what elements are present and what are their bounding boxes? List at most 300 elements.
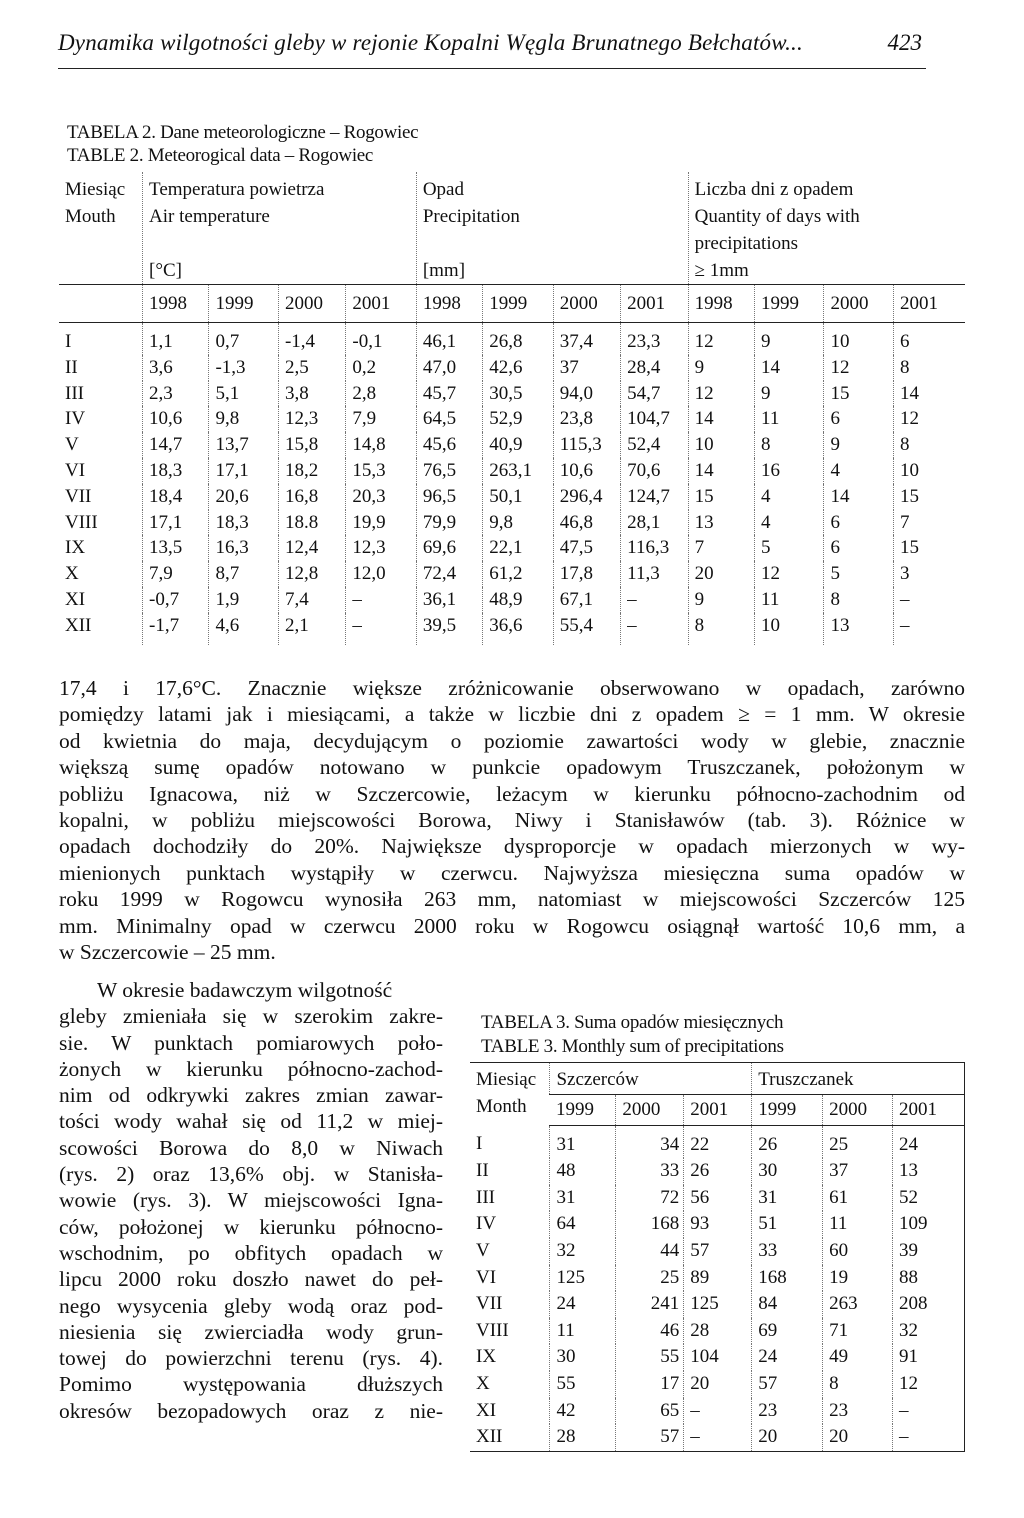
table-cell: 33 — [752, 1238, 823, 1265]
table-cell: 20 — [684, 1371, 752, 1398]
table-cell: 93 — [684, 1211, 752, 1238]
month-cell: VI — [65, 459, 86, 481]
table-cell: 64 — [550, 1211, 616, 1238]
table-cell: 5,1 — [209, 381, 278, 407]
table-cell: 3 — [893, 561, 965, 587]
table-cell: 10 — [893, 458, 965, 484]
table-cell: 10 — [755, 613, 824, 645]
text-line: kopalni, w pobliżu miejscowości Borowa, Niwy i Stanisławów (tab. 3). Różnice w — [59, 807, 965, 832]
table3-head-station-truszczanek: Truszczanek — [752, 1063, 965, 1095]
table-cell: 31 — [550, 1125, 616, 1158]
table-cell: 61,2 — [483, 561, 553, 587]
table-cell: 15 — [893, 535, 965, 561]
table2-head-temperature: Temperatura powietrza Air temperature [°C] — [143, 172, 417, 285]
table-row — [470, 1158, 965, 1185]
table2-year-header: 2001 — [893, 285, 965, 323]
table-cell: 42 — [550, 1398, 616, 1425]
table-cell: 28 — [550, 1424, 616, 1451]
table-cell: 7,9 — [143, 561, 209, 587]
text-line: w Szczercowie – 25 mm. — [59, 939, 276, 964]
table-cell: 13,5 — [143, 535, 209, 561]
table-cell: 4 — [824, 458, 893, 484]
text-line: tości wody wahał się od 11,2 w miej- — [59, 1109, 443, 1134]
text-line: pomiędzy latami jak i miesiącami, a także w liczbie dni z opadem ≥ = 1 mm. W okresie — [59, 702, 965, 727]
month-cell: IX — [65, 537, 86, 559]
table-cell: 18,2 — [278, 458, 345, 484]
table-cell: 0,7 — [209, 323, 278, 355]
table-cell: 76,5 — [416, 458, 482, 484]
table-cell: 36,6 — [483, 613, 553, 645]
text-line: W okresie badawczym wilgotność — [97, 978, 393, 1002]
table2-year-header: 2001 — [346, 285, 416, 323]
table-cell: 12,3 — [278, 406, 345, 432]
table-cell: 9,8 — [209, 406, 278, 432]
table2-year-row — [59, 285, 965, 323]
table2-head-month: Miesiąc Mouth — [65, 179, 126, 227]
text-line: wowie (rys. 3). W miejscowości Igna- — [59, 1188, 443, 1213]
table-cell: 125 — [550, 1265, 616, 1292]
month-cell: VI — [476, 1266, 497, 1288]
month-cell: IX — [476, 1346, 497, 1368]
table-cell: 20 — [752, 1424, 823, 1451]
text-line: sie. W punktach pomiarowych poło- — [59, 1030, 443, 1055]
table-cell: 36,1 — [416, 587, 482, 613]
table-cell: 10 — [824, 323, 893, 355]
table-cell: 91 — [893, 1344, 965, 1371]
table-cell: 23 — [752, 1398, 823, 1425]
table-row — [59, 561, 965, 587]
table-cell: 22 — [684, 1125, 752, 1158]
table-cell: 79,9 — [416, 510, 482, 536]
page-number: 423 — [887, 30, 922, 55]
table-cell: 96,5 — [416, 484, 482, 510]
table-cell: 20 — [823, 1424, 893, 1451]
table-cell: 64,5 — [416, 406, 482, 432]
table-cell: – — [621, 613, 688, 645]
table-cell: 28,1 — [621, 510, 688, 536]
table-cell: 39 — [893, 1238, 965, 1265]
table-cell: 1,9 — [209, 587, 278, 613]
table-cell: 30,5 — [483, 381, 553, 407]
table-cell: 125 — [684, 1291, 752, 1318]
month-cell: XI — [476, 1399, 497, 1421]
table-row — [470, 1265, 965, 1292]
table2-year-header: 2000 — [553, 285, 620, 323]
table-cell: 57 — [616, 1424, 684, 1451]
table-cell: -0,7 — [143, 587, 209, 613]
table-cell: 37 — [553, 355, 620, 381]
table-cell: 94,0 — [553, 381, 620, 407]
text-line: lipcu 2000 roku doszło nawet do peł- — [59, 1267, 443, 1292]
table2-year-header: 1999 — [209, 285, 278, 323]
table-cell: 20,3 — [346, 484, 416, 510]
table-cell: 46,8 — [553, 510, 620, 536]
table-row — [470, 1125, 965, 1158]
month-cell: V — [476, 1239, 490, 1261]
table2-year-header: 2001 — [621, 285, 688, 323]
table-cell: 1,1 — [143, 323, 209, 355]
table-row — [59, 323, 965, 355]
table-cell: 25 — [823, 1125, 893, 1158]
table-cell: 13 — [824, 613, 893, 645]
table-cell: 9,8 — [483, 510, 553, 536]
table-cell: – — [346, 587, 416, 613]
table-cell: 2,1 — [278, 613, 345, 645]
text-line: okresów bezopadowych oraz z nie- — [59, 1398, 443, 1423]
table-cell: 55 — [616, 1344, 684, 1371]
text-line: od kwietnia do maja, decydującym o poziomie zawartości wody w glebie, znacznie — [59, 728, 965, 753]
month-cell: VII — [476, 1293, 503, 1315]
table-row — [59, 381, 965, 407]
table-cell: 7,4 — [278, 587, 345, 613]
table-cell: 17,1 — [143, 510, 209, 536]
table-cell: 37,4 — [553, 323, 620, 355]
table-row — [59, 535, 965, 561]
table2-year-header: 2000 — [824, 285, 893, 323]
table-cell: 8 — [755, 432, 824, 458]
table-cell: 13 — [893, 1158, 965, 1185]
table2-year-header: 1999 — [755, 285, 824, 323]
table-cell: 5 — [824, 561, 893, 587]
text-line: Pomimo występowania dłuższych — [59, 1372, 443, 1397]
table-cell: -1,7 — [143, 613, 209, 645]
table-cell: 4,6 — [209, 613, 278, 645]
table-cell: 46 — [616, 1318, 684, 1345]
table-row — [59, 587, 965, 613]
month-cell: VIII — [65, 511, 98, 533]
table-cell: 14 — [755, 355, 824, 381]
table-cell: 2,8 — [346, 381, 416, 407]
table3-year-header: 1999 — [550, 1094, 616, 1125]
table-cell: 10,6 — [553, 458, 620, 484]
table-cell: 37 — [823, 1158, 893, 1185]
table-cell: 89 — [684, 1265, 752, 1292]
table-cell: 52 — [893, 1185, 965, 1212]
table3-year-header: 2001 — [684, 1094, 752, 1125]
month-cell: IV — [65, 408, 86, 430]
table-cell: 2,3 — [143, 381, 209, 407]
table-row — [470, 1211, 965, 1238]
paragraph-1 — [59, 675, 965, 965]
month-cell: X — [476, 1372, 490, 1394]
table-cell: 2,5 — [278, 355, 345, 381]
table-cell: 84 — [752, 1291, 823, 1318]
table-cell: 52,9 — [483, 406, 553, 432]
table-cell: 69 — [752, 1318, 823, 1345]
table-cell: 25 — [616, 1265, 684, 1292]
table-cell: 104,7 — [621, 406, 688, 432]
table3-year-header: 2001 — [893, 1094, 965, 1125]
table-row — [59, 432, 965, 458]
table-cell: 8 — [823, 1371, 893, 1398]
table-cell: 5 — [755, 535, 824, 561]
table3-body — [470, 1125, 965, 1451]
table-cell: – — [893, 1424, 965, 1451]
month-cell: VII — [65, 485, 92, 507]
table-cell: 14 — [893, 381, 965, 407]
table-cell: 26 — [752, 1125, 823, 1158]
table-cell: -1,4 — [278, 323, 345, 355]
table-cell: 22,1 — [483, 535, 553, 561]
table-cell: 71 — [823, 1318, 893, 1345]
table-cell: 6 — [824, 406, 893, 432]
table-cell: 50,1 — [483, 484, 553, 510]
table-cell: 104 — [684, 1344, 752, 1371]
table-cell: 52,4 — [621, 432, 688, 458]
table-cell: 168 — [752, 1265, 823, 1292]
month-cell: XI — [65, 588, 86, 610]
table-cell: 12,4 — [278, 535, 345, 561]
table-cell: 115,3 — [553, 432, 620, 458]
text-line: towej do powierzchni terenu (rys. 4). — [59, 1346, 443, 1371]
text-line: gleby zmieniała się w szerokim zakre- — [59, 1004, 443, 1029]
month-cell: IV — [476, 1213, 497, 1235]
table2-head-precipitation: Opad Precipitation [mm] — [416, 172, 688, 285]
table-cell: 9 — [688, 587, 754, 613]
running-header — [58, 30, 926, 69]
month-cell: VIII — [476, 1319, 509, 1341]
table-cell: 70,6 — [621, 458, 688, 484]
table-cell: 0,2 — [346, 355, 416, 381]
table-cell: 208 — [893, 1291, 965, 1318]
table-cell: 18,3 — [143, 458, 209, 484]
table-cell: 3,6 — [143, 355, 209, 381]
table-row — [470, 1371, 965, 1398]
table-cell: 15,3 — [346, 458, 416, 484]
table-cell: 56 — [684, 1185, 752, 1212]
table-cell: 28 — [684, 1318, 752, 1345]
table-cell: 9 — [755, 323, 824, 355]
table-cell: 6 — [824, 510, 893, 536]
table-cell: 24 — [893, 1125, 965, 1158]
table-cell: 8 — [688, 613, 754, 645]
table-cell: 9 — [824, 432, 893, 458]
table-cell: 47,5 — [553, 535, 620, 561]
table-cell: 9 — [688, 355, 754, 381]
table-row — [59, 355, 965, 381]
table-cell: 30 — [752, 1158, 823, 1185]
text-line: mm. Minimalny opad w czerwcu 2000 roku w Rogowcu osiągnął wartość 10,6 mm, a — [59, 913, 965, 938]
table-cell: 24 — [752, 1344, 823, 1371]
table-cell: 14 — [688, 406, 754, 432]
table-cell: 48 — [550, 1158, 616, 1185]
table-cell: 10 — [688, 432, 754, 458]
table-cell: 12 — [688, 323, 754, 355]
table-cell: 11 — [755, 587, 824, 613]
table-cell: 49 — [823, 1344, 893, 1371]
table-cell: -0,1 — [346, 323, 416, 355]
table-cell: 23,3 — [621, 323, 688, 355]
table-cell: 12 — [688, 381, 754, 407]
month-cell: XII — [65, 614, 92, 636]
table-cell: 18,3 — [209, 510, 278, 536]
table-cell: 48,9 — [483, 587, 553, 613]
text-line: ców, położonej w kierunku północno- — [59, 1214, 443, 1239]
table-cell: 10,6 — [143, 406, 209, 432]
table-cell: – — [893, 613, 965, 645]
table-cell: 12,0 — [346, 561, 416, 587]
table-cell: 44 — [616, 1238, 684, 1265]
table-cell: 8,7 — [209, 561, 278, 587]
running-title: Dynamika wilgotności gleby w rejonie Kopalni Węgla Brunatnego Bełchatów... — [58, 30, 803, 55]
table-cell: 7 — [688, 535, 754, 561]
month-cell: X — [65, 563, 79, 585]
table-cell: 57 — [752, 1371, 823, 1398]
table-cell: 67,1 — [553, 587, 620, 613]
table-cell: 116,3 — [621, 535, 688, 561]
table-cell: 15 — [688, 484, 754, 510]
table-cell: 19 — [823, 1265, 893, 1292]
table2-head-days: Liczba dni z opadem Quantity of days with precipitations ≥ 1mm — [688, 172, 965, 285]
table-cell: 12 — [824, 355, 893, 381]
table-row — [470, 1185, 965, 1212]
table2-year-header: 1999 — [483, 285, 553, 323]
table-cell: 12 — [893, 406, 965, 432]
table-cell: 11 — [550, 1318, 616, 1345]
table-cell: 28,4 — [621, 355, 688, 381]
table-cell: 72 — [616, 1185, 684, 1212]
table-cell: 12 — [755, 561, 824, 587]
table2-meteorological-data — [59, 172, 965, 645]
table-cell: – — [684, 1398, 752, 1425]
table-cell: 20 — [688, 561, 754, 587]
table-cell: – — [893, 587, 965, 613]
table3-monthly-precipitation — [470, 1062, 965, 1452]
table-cell: 32 — [893, 1318, 965, 1345]
table-cell: 109 — [893, 1211, 965, 1238]
table-cell: 16,3 — [209, 535, 278, 561]
table-cell: 47,0 — [416, 355, 482, 381]
table-cell: 15 — [893, 484, 965, 510]
month-cell: II — [476, 1160, 489, 1182]
table-cell: 6 — [824, 535, 893, 561]
table-cell: 26 — [684, 1158, 752, 1185]
table-row — [59, 458, 965, 484]
table-cell: 51 — [752, 1211, 823, 1238]
table-cell: 69,6 — [416, 535, 482, 561]
table-cell: 65 — [616, 1398, 684, 1425]
table-cell: 31 — [752, 1185, 823, 1212]
text-line: nego wysycenia gleby wodą oraz pod- — [59, 1293, 443, 1318]
text-line: (rys. 2) oraz 13,6% obj. w Stanisła- — [59, 1162, 443, 1187]
table-cell: 16,8 — [278, 484, 345, 510]
table-cell: 241 — [616, 1291, 684, 1318]
table-cell: 18.8 — [278, 510, 345, 536]
table-cell: 8 — [893, 355, 965, 381]
table-cell: 11 — [755, 406, 824, 432]
table2-caption-pl: TABELA 2. Dane meteorologiczne – Rogowiec — [67, 122, 419, 143]
table-cell: 6 — [893, 323, 965, 355]
table3-head-month: Miesiąc Month — [476, 1069, 537, 1117]
table-cell: 15,8 — [278, 432, 345, 458]
paragraph-2 — [59, 977, 443, 1424]
text-line: niesienia się zwierciadła wody grun- — [59, 1319, 443, 1344]
month-cell: III — [476, 1186, 495, 1208]
table-cell: 7,9 — [346, 406, 416, 432]
table-cell: 26,8 — [483, 323, 553, 355]
text-line: roku 1999 w Rogowcu wynosiła 263 mm, natomiast w miejscowości Szczerców 125 — [59, 887, 965, 912]
table-cell: 13 — [688, 510, 754, 536]
table-cell: 12 — [893, 1371, 965, 1398]
table-row — [470, 1291, 965, 1318]
table2-year-header: 1998 — [143, 285, 209, 323]
month-cell: II — [65, 356, 78, 378]
table-cell: 61 — [823, 1185, 893, 1212]
table-cell: 54,7 — [621, 381, 688, 407]
table-cell: 34 — [616, 1125, 684, 1158]
table3-caption-en: TABLE 3. Monthly sum of precipitations — [481, 1036, 784, 1057]
table2-year-header: 1998 — [416, 285, 482, 323]
month-cell: I — [65, 331, 72, 352]
table-cell: 9 — [755, 381, 824, 407]
month-cell: III — [65, 382, 84, 404]
table-cell: 7 — [893, 510, 965, 536]
text-line: żonych w kierunku północno-zachod- — [59, 1056, 443, 1081]
table-row — [59, 484, 965, 510]
table-cell: -1,3 — [209, 355, 278, 381]
text-line: większą sumę opadów notowano w punkcie opadowym Truszczanek, położonym w — [59, 755, 965, 780]
table3-year-header: 2000 — [616, 1094, 684, 1125]
table-cell: 57 — [684, 1238, 752, 1265]
table-cell: 296,4 — [553, 484, 620, 510]
table2-body — [59, 323, 965, 645]
table-cell: 55 — [550, 1371, 616, 1398]
table-cell: 168 — [616, 1211, 684, 1238]
table-cell: 39,5 — [416, 613, 482, 645]
table-row — [470, 1424, 965, 1451]
text-line: nim od odkrywki zakres zmian zawar- — [59, 1083, 443, 1108]
table-cell: 4 — [755, 484, 824, 510]
table-cell: 14,7 — [143, 432, 209, 458]
table-cell: 55,4 — [553, 613, 620, 645]
table-row — [59, 510, 965, 536]
table-cell: 14 — [824, 484, 893, 510]
text-line: opadach dochodziły do 20%. Największe dysproporcje w opadach mierzonych w wy- — [59, 834, 965, 859]
table-cell: 13,7 — [209, 432, 278, 458]
table-cell: 15 — [824, 381, 893, 407]
table-cell: 11,3 — [621, 561, 688, 587]
table-cell: 17 — [616, 1371, 684, 1398]
table-cell: 19,9 — [346, 510, 416, 536]
table-row — [470, 1318, 965, 1345]
table-row — [470, 1238, 965, 1265]
table-cell: 60 — [823, 1238, 893, 1265]
table-row — [59, 613, 965, 645]
table3-caption-pl: TABELA 3. Suma opadów miesięcznych — [481, 1012, 784, 1033]
table-cell: – — [893, 1398, 965, 1425]
table-row — [470, 1344, 965, 1371]
text-line: wschodnim, po obfitych opadach w — [59, 1240, 443, 1265]
table-cell: – — [684, 1424, 752, 1451]
month-cell: V — [65, 434, 79, 456]
table-cell: 20,6 — [209, 484, 278, 510]
table-cell: 14 — [688, 458, 754, 484]
text-line: 17,4 i 17,6°C. Znacznie większe zróżnicowanie obserwowano w opadach, zarówno — [59, 676, 965, 700]
text-line: mienionych punktach wystąpiły w czerwcu. Najwyższa miesięczna suma opadów w — [59, 860, 965, 885]
table-cell: 40,9 — [483, 432, 553, 458]
table-cell: 16 — [755, 458, 824, 484]
table-row — [59, 406, 965, 432]
table-cell: 4 — [755, 510, 824, 536]
table-cell: 31 — [550, 1185, 616, 1212]
text-line: pobliżu Ignacowa, niż w Szczercowie, leżacym w kierunku północno-zachodnim od — [59, 781, 965, 806]
table-cell: 23,8 — [553, 406, 620, 432]
table-cell: 17,8 — [553, 561, 620, 587]
table-cell: 88 — [893, 1265, 965, 1292]
table2-caption-en: TABLE 2. Meteorogical data – Rogowiec — [67, 145, 374, 166]
table3-year-header: 2000 — [823, 1094, 893, 1125]
table-cell: 72,4 — [416, 561, 482, 587]
